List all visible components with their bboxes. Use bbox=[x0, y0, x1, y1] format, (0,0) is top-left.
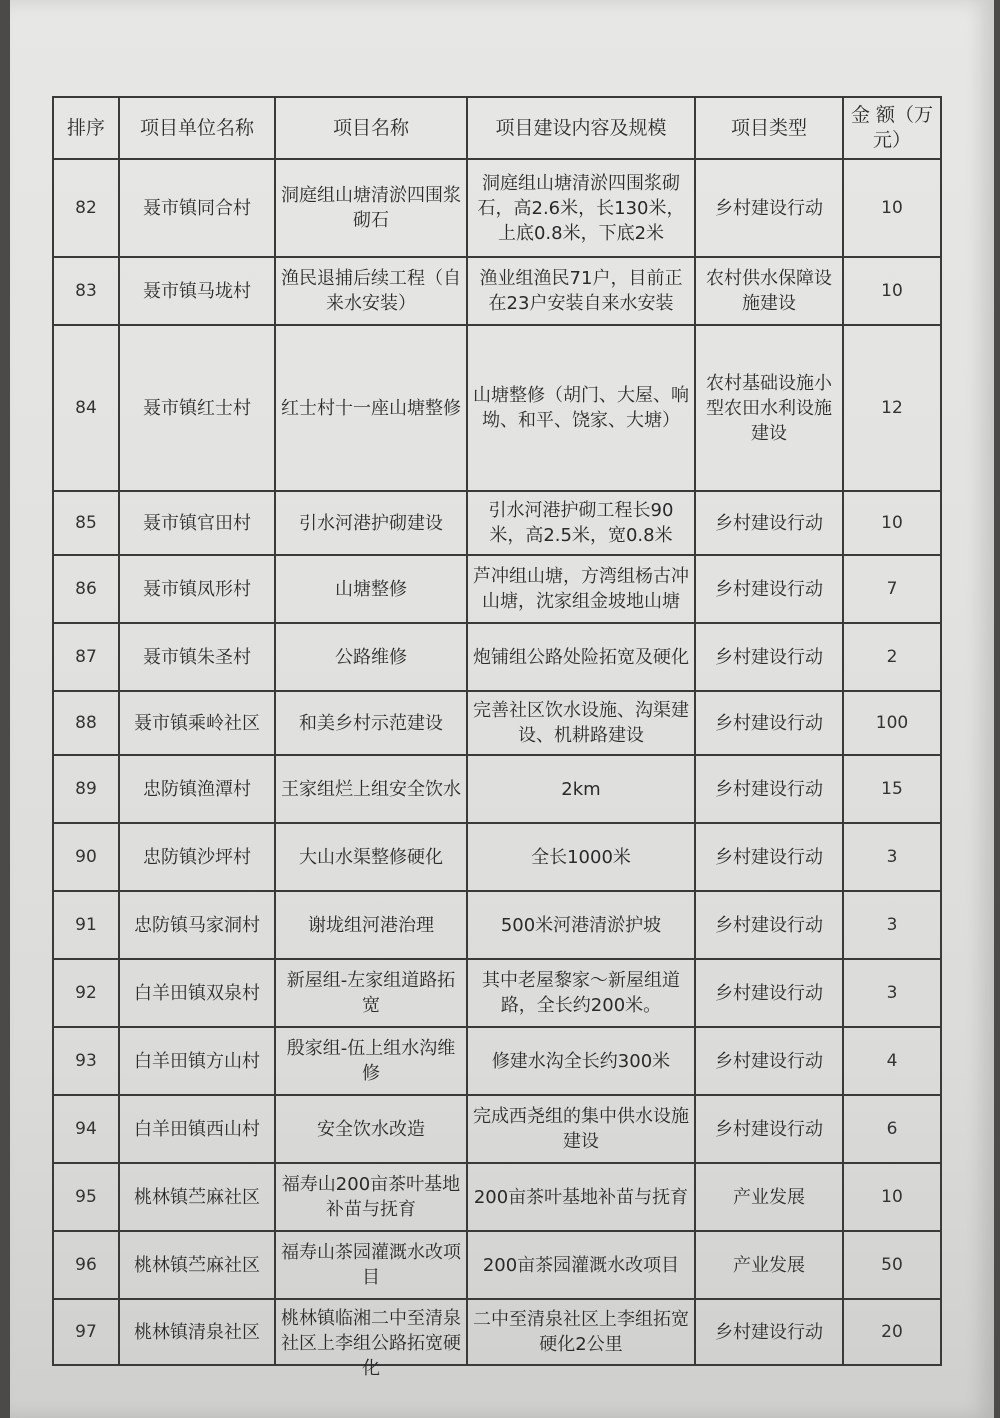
row-number: 85 bbox=[53, 491, 119, 555]
row-number: 83 bbox=[53, 257, 119, 325]
row-content: 炮铺组公路处险拓宽及硬化 bbox=[467, 623, 695, 691]
row-type: 农村供水保障设施建设 bbox=[695, 257, 843, 325]
row-type: 乡村建设行动 bbox=[695, 691, 843, 755]
header-unit-name: 项目单位名称 bbox=[119, 97, 275, 159]
row-amount: 50 bbox=[843, 1231, 941, 1299]
header-content-scale: 项目建设内容及规模 bbox=[467, 97, 695, 159]
row-amount: 10 bbox=[843, 491, 941, 555]
row-type: 乡村建设行动 bbox=[695, 623, 843, 691]
row-amount: 4 bbox=[843, 1027, 941, 1095]
row-amount: 10 bbox=[843, 257, 941, 325]
table-row bbox=[53, 959, 941, 1027]
row-number: 86 bbox=[53, 555, 119, 623]
row-content: 全长1000米 bbox=[467, 823, 695, 891]
row-type: 乡村建设行动 bbox=[695, 959, 843, 1027]
row-type: 乡村建设行动 bbox=[695, 891, 843, 959]
row-project-name: 殷家组-伍上组水沟维修 bbox=[275, 1027, 467, 1095]
row-project-name: 福寿山200亩茶叶基地补苗与抚育 bbox=[275, 1163, 467, 1231]
table-row bbox=[53, 325, 941, 491]
table-row bbox=[53, 1231, 941, 1299]
row-amount: 10 bbox=[843, 159, 941, 257]
row-unit: 聂市镇马垅村 bbox=[119, 257, 275, 325]
row-unit: 白羊田镇双泉村 bbox=[119, 959, 275, 1027]
table-row bbox=[53, 555, 941, 623]
row-amount: 20 bbox=[843, 1299, 941, 1365]
row-project-name-text: 桃林镇临湘二中至清泉社区上李组公路拓宽硬化 bbox=[281, 1308, 461, 1379]
row-content: 渔业组渔民71户，目前正在23户安装自来水安装 bbox=[467, 257, 695, 325]
row-content: 2km bbox=[467, 755, 695, 823]
row-number: 91 bbox=[53, 891, 119, 959]
table-row bbox=[53, 1095, 941, 1163]
row-amount: 7 bbox=[843, 555, 941, 623]
row-amount: 15 bbox=[843, 755, 941, 823]
row-amount: 10 bbox=[843, 1163, 941, 1231]
table-row bbox=[53, 159, 941, 257]
row-content: 其中老屋黎家～新屋组道路，全长约200米。 bbox=[467, 959, 695, 1027]
row-project-name: 洞庭组山塘清淤四围浆砌石 bbox=[275, 159, 467, 257]
row-content: 修建水沟全长约300米 bbox=[467, 1027, 695, 1095]
row-amount: 3 bbox=[843, 823, 941, 891]
row-type: 乡村建设行动 bbox=[695, 159, 843, 257]
header-rank: 排序 bbox=[53, 97, 119, 159]
table-header-row bbox=[53, 97, 941, 159]
row-unit: 聂市镇官田村 bbox=[119, 491, 275, 555]
table-row bbox=[53, 691, 941, 755]
table-row bbox=[53, 1163, 941, 1231]
row-unit: 聂市镇红士村 bbox=[119, 325, 275, 491]
row-unit: 白羊田镇方山村 bbox=[119, 1027, 275, 1095]
row-number: 93 bbox=[53, 1027, 119, 1095]
row-unit: 聂市镇凤形村 bbox=[119, 555, 275, 623]
row-content: 500米河港清淤护坡 bbox=[467, 891, 695, 959]
row-project-name: 红士村十一座山塘整修 bbox=[275, 325, 467, 491]
row-project-name: 引水河港护砌建设 bbox=[275, 491, 467, 555]
row-content: 洞庭组山塘清淤四围浆砌石，高2.6米，长130米，上底0.8米，下底2米 bbox=[467, 159, 695, 257]
row-unit: 白羊田镇西山村 bbox=[119, 1095, 275, 1163]
row-unit: 聂市镇朱圣村 bbox=[119, 623, 275, 691]
row-content: 200亩茶园灌溉水改项目 bbox=[467, 1231, 695, 1299]
row-content: 完成西尧组的集中供水设施建设 bbox=[467, 1095, 695, 1163]
table-row bbox=[53, 491, 941, 555]
row-type: 产业发展 bbox=[695, 1231, 843, 1299]
row-project-name: 王家组烂上组安全饮水 bbox=[275, 755, 467, 823]
project-table bbox=[52, 96, 942, 1379]
row-type: 乡村建设行动 bbox=[695, 755, 843, 823]
table-row bbox=[53, 1027, 941, 1095]
row-type: 乡村建设行动 bbox=[695, 1095, 843, 1163]
row-project-name bbox=[275, 1299, 467, 1379]
row-amount: 100 bbox=[843, 691, 941, 755]
row-project-name: 渔民退捕后续工程（自来水安装） bbox=[275, 257, 467, 325]
row-amount: 6 bbox=[843, 1095, 941, 1163]
table-row bbox=[53, 623, 941, 691]
row-project-name: 谢垅组河港治理 bbox=[275, 891, 467, 959]
row-unit: 忠防镇沙坪村 bbox=[119, 823, 275, 891]
row-unit: 桃林镇苎麻社区 bbox=[119, 1231, 275, 1299]
row-unit: 聂市镇乘岭社区 bbox=[119, 691, 275, 755]
row-project-name: 山塘整修 bbox=[275, 555, 467, 623]
row-unit: 忠防镇马家洞村 bbox=[119, 891, 275, 959]
table-row bbox=[53, 755, 941, 823]
table-row bbox=[53, 823, 941, 891]
row-number: 96 bbox=[53, 1231, 119, 1299]
row-unit: 桃林镇苎麻社区 bbox=[119, 1163, 275, 1231]
table-row bbox=[53, 257, 941, 325]
row-project-name: 和美乡村示范建设 bbox=[275, 691, 467, 755]
row-unit: 忠防镇渔潭村 bbox=[119, 755, 275, 823]
row-content: 引水河港护砌工程长90米，高2.5米，宽0.8米 bbox=[467, 491, 695, 555]
row-amount: 12 bbox=[843, 325, 941, 491]
row-project-name: 公路维修 bbox=[275, 623, 467, 691]
table-row bbox=[53, 1299, 941, 1365]
row-content: 山塘整修（胡门、大屋、响坳、和平、饶家、大塘） bbox=[467, 325, 695, 491]
row-project-name: 大山水渠整修硬化 bbox=[275, 823, 467, 891]
row-content: 二中至清泉社区上李组拓宽硬化2公里 bbox=[467, 1299, 695, 1365]
row-content: 完善社区饮水设施、沟渠建设、机耕路建设 bbox=[467, 691, 695, 755]
row-type: 产业发展 bbox=[695, 1163, 843, 1231]
row-type: 乡村建设行动 bbox=[695, 491, 843, 555]
row-amount: 3 bbox=[843, 891, 941, 959]
header-project-name: 项目名称 bbox=[275, 97, 467, 159]
row-unit: 桃林镇清泉社区 bbox=[119, 1299, 275, 1365]
row-project-name: 安全饮水改造 bbox=[275, 1095, 467, 1163]
row-project-name: 福寿山茶园灌溉水改项目 bbox=[275, 1231, 467, 1299]
row-amount: 2 bbox=[843, 623, 941, 691]
row-number: 84 bbox=[53, 325, 119, 491]
row-content: 200亩茶叶基地补苗与抚育 bbox=[467, 1163, 695, 1231]
row-project-name: 新屋组-左家组道路拓宽 bbox=[275, 959, 467, 1027]
row-type: 乡村建设行动 bbox=[695, 823, 843, 891]
row-type: 农村基础设施小型农田水利设施建设 bbox=[695, 325, 843, 491]
row-type: 乡村建设行动 bbox=[695, 555, 843, 623]
row-number: 94 bbox=[53, 1095, 119, 1163]
header-amount: 金 额（万元） bbox=[843, 97, 941, 159]
row-number: 95 bbox=[53, 1163, 119, 1231]
row-number: 92 bbox=[53, 959, 119, 1027]
row-content-text: 芦冲组山塘，方湾组杨古冲山塘，沈家组金坡地山塘 bbox=[473, 566, 689, 612]
row-type: 乡村建设行动 bbox=[695, 1299, 843, 1365]
header-project-type: 项目类型 bbox=[695, 97, 843, 159]
row-number: 87 bbox=[53, 623, 119, 691]
row-amount: 3 bbox=[843, 959, 941, 1027]
row-number: 82 bbox=[53, 159, 119, 257]
row-type: 乡村建设行动 bbox=[695, 1027, 843, 1095]
row-number: 97 bbox=[53, 1299, 119, 1365]
row-number: 88 bbox=[53, 691, 119, 755]
row-content bbox=[467, 555, 695, 623]
row-number: 89 bbox=[53, 755, 119, 823]
paper-sheet bbox=[10, 0, 994, 1418]
row-number: 90 bbox=[53, 823, 119, 891]
row-unit: 聂市镇同合村 bbox=[119, 159, 275, 257]
table-row bbox=[53, 891, 941, 959]
